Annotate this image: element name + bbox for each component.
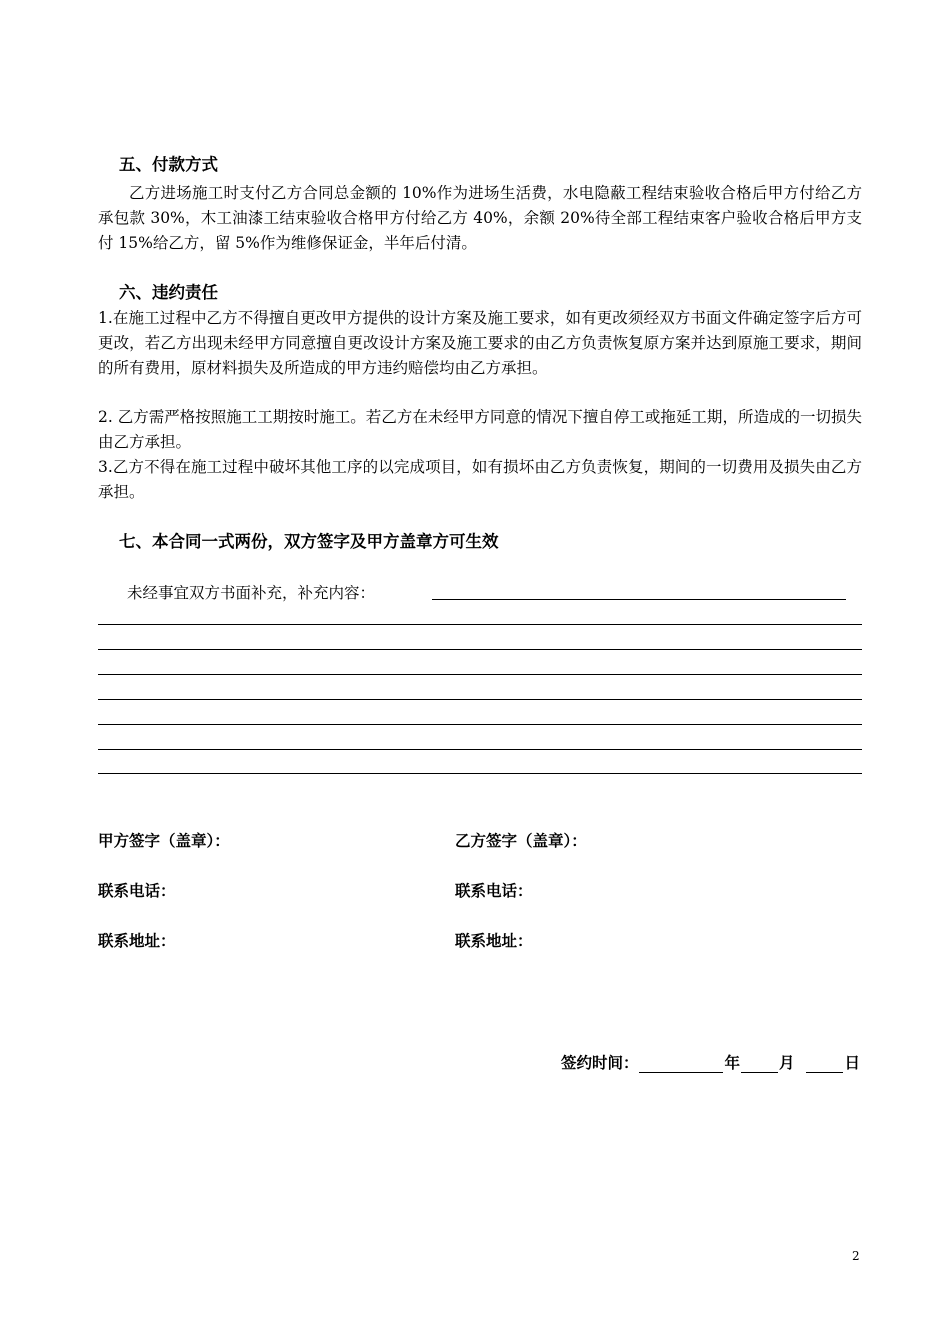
- supplement-underline[interactable]: [432, 599, 846, 600]
- signing-date-label: 签约时间：: [560, 1054, 639, 1072]
- supplement-blank-line[interactable]: [98, 749, 862, 750]
- supplement-blank-line[interactable]: [98, 724, 862, 725]
- signing-date-row: [561, 1053, 860, 1073]
- party-b-phone-label: 联系电话：: [455, 882, 533, 900]
- section-6-item-2: 2. 乙方需严格按照施工工期按时施工。若乙方在未经甲方同意的情况下擅自停工或拖延工期，所造成的一切损失由乙方承担。: [98, 408, 862, 451]
- day-blank[interactable]: [806, 1055, 843, 1073]
- section-5-body: 乙方进场施工时支付乙方合同总金额的 10%作为进场生活费，水电隐蔽工程结束验收合格后甲方付给乙方承包款 30%，木工油漆工结束验收合格甲方付给乙方 40%，余额 20%待全部工程结束客户验收合格后甲方支付 15%给乙方，留 5%作为维修保证金，半年后付清。: [98, 184, 862, 252]
- supplement-blank-line[interactable]: [98, 674, 862, 675]
- supplement-label: 未经事宜双方书面补充，补充内容：: [127, 584, 376, 602]
- section-6-heading: 六、违约责任: [119, 283, 218, 302]
- section-6-item-3: 3.乙方不得在施工过程中破坏其他工序的以完成项目，如有损坏由乙方负责恢复，期间的一切费用及损失由乙方承担。: [98, 458, 862, 501]
- party-a-signature-label: 甲方签字（盖章）：: [98, 832, 230, 850]
- section-5-heading: 五、付款方式: [119, 155, 218, 174]
- party-a-address-label: 联系地址：: [98, 932, 176, 950]
- section-6-item-1: 1.在施工过程中乙方不得擅自更改甲方提供的设计方案及施工要求，如有更改须经双方书面文件确定签字后方可更改，若乙方出现未经甲方同意擅自更改设计方案及施工要求的由乙方负责恢复原方案并达到原施工要求，期间的所有费用，原材料损失及所造成的甲方违约赔偿均由乙方承担。: [98, 309, 862, 377]
- party-b-signature-label: 乙方签字（盖章）：: [455, 832, 587, 850]
- section-7-heading: 七、本合同一式两份，双方签字及甲方盖章方可生效: [119, 532, 499, 551]
- party-a-phone-label: 联系电话：: [98, 882, 176, 900]
- month-blank[interactable]: [741, 1055, 778, 1073]
- supplement-blank-line[interactable]: [98, 624, 862, 625]
- party-b-address-label: 联系地址：: [455, 932, 533, 950]
- supplement-blank-line[interactable]: [98, 699, 862, 700]
- page-number: 2: [852, 1249, 860, 1263]
- month-label: 月: [778, 1054, 795, 1072]
- year-label: 年: [724, 1054, 740, 1072]
- day-label: 日: [844, 1054, 860, 1072]
- supplement-blank-line[interactable]: [98, 649, 862, 650]
- supplement-blank-line[interactable]: [98, 773, 862, 774]
- year-blank[interactable]: [639, 1055, 723, 1073]
